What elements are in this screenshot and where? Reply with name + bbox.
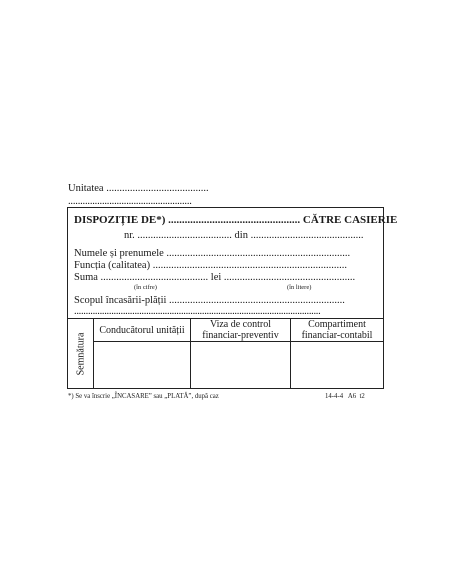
header-accounting-line1: Compartiment bbox=[308, 319, 366, 330]
name-line: Numele și prenumele ...................................................................... bbox=[74, 248, 351, 259]
signature-box-accounting bbox=[291, 342, 384, 389]
scope-dotted-line: .......................................................................................................... bbox=[74, 306, 321, 317]
footnote: *) Se va înscrie „ÎNCASARE” sau „PLATĂ”, după caz bbox=[68, 393, 219, 400]
header-director bbox=[94, 319, 191, 342]
header-control-visa-line2: financiar-preventiv bbox=[202, 330, 279, 341]
header-director-label: Conducătorul unității bbox=[99, 324, 185, 336]
scope-line: Scopul încasării-plății ................................................................... bbox=[74, 295, 345, 306]
signature-label: Semnătura bbox=[75, 332, 86, 375]
header-control-visa-line1: Viza de control bbox=[209, 319, 272, 330]
sum-digits-hint: (în cifre) bbox=[134, 284, 157, 291]
form-title: DISPOZIȚIE DE*) ................................................ CĂTRE CASIERIE bbox=[74, 214, 398, 226]
number-date-line: nr. .................................... din ........................................... bbox=[124, 230, 364, 241]
header-control-visa bbox=[191, 319, 291, 342]
payment-order-form bbox=[67, 207, 398, 389]
sum-line: Suma ......................................... lei .................................................. bbox=[74, 272, 356, 283]
form-code: 14-4-4 A6 t2 bbox=[325, 393, 365, 400]
function-line: Funcția (calitatea) .......................................................................... bbox=[74, 260, 347, 271]
signature-box-control bbox=[191, 342, 291, 389]
unit-label: Unitatea ....................................... bbox=[68, 183, 209, 194]
sum-letters-hint: (în litere) bbox=[287, 284, 312, 291]
unit-dotted-line: ................................................... bbox=[68, 196, 192, 207]
signature-box-director bbox=[94, 342, 191, 389]
signature-label-cell bbox=[68, 319, 94, 389]
header-accounting bbox=[291, 319, 384, 342]
signature-table bbox=[68, 318, 383, 389]
header-accounting-line2: financiar-contabil bbox=[301, 330, 373, 341]
